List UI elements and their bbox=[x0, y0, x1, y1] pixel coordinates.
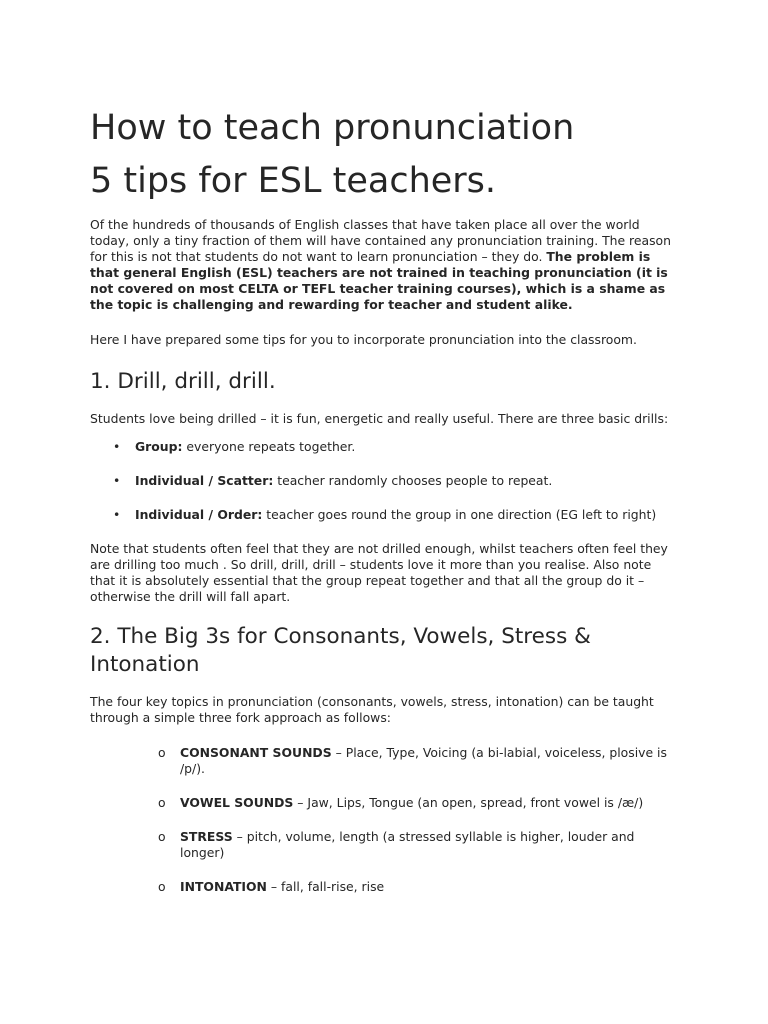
list-item-label: Individual / Scatter: bbox=[135, 473, 274, 488]
circle-bullet-icon: o bbox=[158, 879, 166, 894]
title-line-1: How to teach pronunciation bbox=[90, 108, 575, 148]
bullet-icon: • bbox=[113, 473, 121, 488]
list-item-text: – fall, fall-rise, rise bbox=[266, 879, 385, 894]
circle-bullet-icon: o bbox=[158, 795, 166, 810]
list-item-label: STRESS bbox=[180, 829, 233, 844]
list-item-text: teacher randomly chooses people to repeat. bbox=[273, 473, 553, 488]
list-item bbox=[90, 829, 680, 861]
circle-bullet-icon: o bbox=[158, 745, 166, 760]
list-item bbox=[90, 439, 680, 455]
list-item-text: teacher goes round the group in one direction (EG left to right) bbox=[262, 507, 657, 522]
list-item-label: CONSONANT SOUNDS bbox=[180, 745, 332, 760]
document-content bbox=[90, 102, 680, 913]
list-item bbox=[90, 879, 680, 895]
section-2-text: The four key topics in pronunciation (consonants, vowels, stress, intonation) can be taught through a simple three fork approach as follows: bbox=[90, 694, 654, 725]
intro-paragraph bbox=[90, 217, 680, 313]
section-2-heading: 2. The Big 3s for Consonants, Vowels, Stress & Intonation bbox=[90, 624, 591, 677]
intro-bold-text: The problem is that general English (ESL) teachers are not trained in teaching pronunciation (it is not covered on most CELTA or TEFL teacher training courses), which is a shame as the topic is challenging and rewarding for teacher and student alike. bbox=[90, 249, 668, 312]
list-item-text: everyone repeats together. bbox=[182, 439, 356, 454]
list-item-text: – Place, Type, Voicing (a bi-labial, voiceless, plosive is /p/). bbox=[180, 745, 667, 776]
circle-bullet-icon: o bbox=[158, 829, 166, 844]
prepared-paragraph: Here I have prepared some tips for you to incorporate pronunciation into the classroom. bbox=[90, 332, 637, 347]
bullet-icon: • bbox=[113, 507, 121, 522]
list-item-label: Individual / Order: bbox=[135, 507, 263, 522]
list-item bbox=[90, 795, 680, 811]
list-item-label: VOWEL SOUNDS bbox=[180, 795, 294, 810]
drill-list bbox=[90, 439, 680, 523]
list-item-label: INTONATION bbox=[180, 879, 267, 894]
title-line-2: 5 tips for ESL teachers. bbox=[90, 161, 497, 201]
intro-normal-text: Of the hundreds of thousands of English classes that have taken place all over the world today, only a tiny fraction of them will have contained any pronunciation training. The reason for this is not that students do not want to learn pronunciation – they do. bbox=[90, 217, 671, 264]
list-item bbox=[90, 473, 680, 489]
list-item-text: – pitch, volume, length (a stressed syllable is higher, louder and longer) bbox=[180, 829, 635, 860]
section-1-note: Note that students often feel that they are not drilled enough, whilst teachers often feel they are drilling too much . So drill, drill, drill – students love it more than you realise. Also note that it is absolutely essential that the group repeat together and that all the group do it – otherwise the drill will fall apart. bbox=[90, 541, 668, 604]
section-1-heading: 1. Drill, drill, drill. bbox=[90, 369, 276, 394]
big3-list bbox=[90, 745, 680, 895]
section-1-text: Students love being drilled – it is fun, energetic and really useful. There are three basic drills: bbox=[90, 411, 669, 426]
list-item-label: Group: bbox=[135, 439, 183, 454]
bullet-icon: • bbox=[113, 439, 121, 454]
list-item-text: – Jaw, Lips, Tongue (an open, spread, front vowel is /æ/) bbox=[293, 795, 644, 810]
list-item bbox=[90, 507, 680, 523]
list-item bbox=[90, 745, 680, 777]
